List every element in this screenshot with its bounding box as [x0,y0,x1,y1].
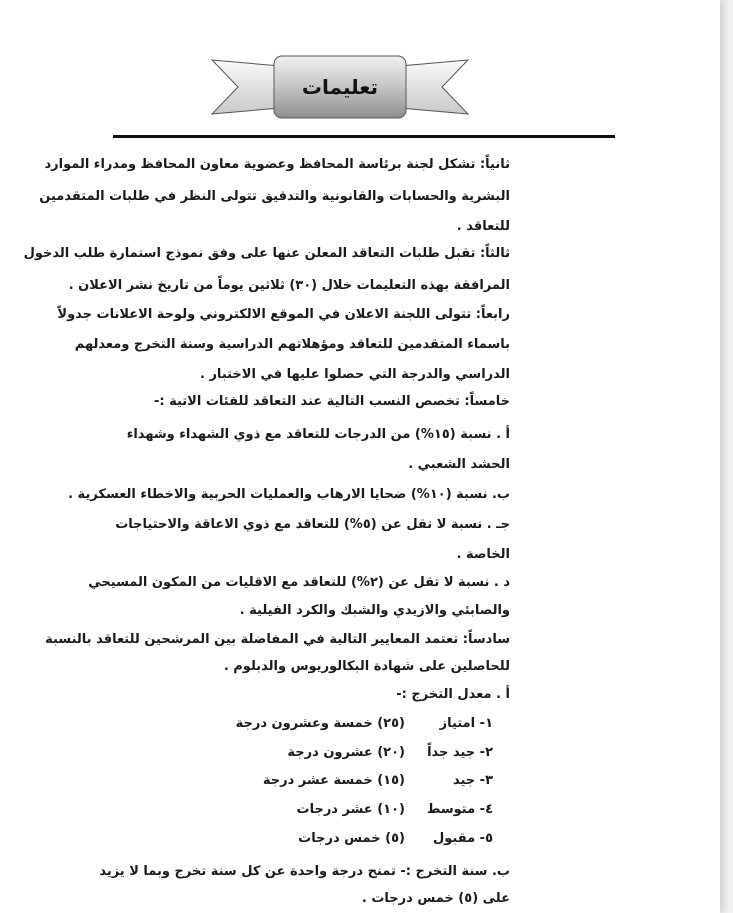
text-line: الحشد الشعبي . [408,457,510,472]
text-line: ب. سنة التخرج :- تمنح درجة واحدة عن كل سنة تخرج وبما لا يزيد [99,864,510,879]
text-line: ب. نسبة (١٠%) ضحايا الارهاب والعمليات الحربية والاخطاء العسكرية . [68,487,510,502]
title-banner [200,42,480,130]
text-line: الخاصة . [456,547,510,562]
text-line: ثانياً: تشكل لجنة برئاسة المحافظ وعضوية معاون المحافظ ومدراء الموارد [44,157,510,172]
text-line: د . نسبة لا تقل عن (٢%) للتعاقد مع الاقليات من المكون المسيحي [88,575,510,590]
text-line: والصابئي والازيدي والشبك والكرد الفيلية . [239,603,510,618]
grade-name: ١- امتياز [439,716,493,731]
text-line: للحاصلين على شهادة البكالوريوس والدبلوم . [223,659,510,674]
text-line: البشرية والحسابات والقانونية والتدقيق تتولى النظر في طلبات المتقدمين [39,189,510,204]
title-text: تعليمات [301,75,379,99]
grade-name: ٢- جيد جداً [427,745,493,760]
text-line: للتعاقد . [456,219,510,234]
text-line: سادساً: تعتمد المعايير التالية في المفاضلة بين المرشحين للتعاقد بالنسبة [45,632,510,647]
title-rule [113,135,615,138]
text-line: جـ . نسبة لا تقل عن (٥%) للتعاقد مع ذوي الاعاقة والاحتياجات [115,517,510,532]
grade-points: (١٥) خمسة عشر درجة [262,773,405,788]
grade-points: (٥) خمس درجات [298,831,405,846]
text-line: أ . نسبة (١٥%) من الدرجات للتعاقد مع ذوي الشهداء وشهداء [126,427,510,442]
text-line: رابعاً: تتولى اللجنة الاعلان في الموقع الالكتروني ولوحة الاعلانات جدولاً [57,307,510,322]
text-line: على (٥) خمس درجات . [361,891,510,906]
grade-points: (١٠) عشر درجات [296,802,405,817]
text-line: المرافقة بهذه التعليمات خلال (٣٠) ثلاثين يوماً من تاريخ نشر الاعلان . [68,278,510,293]
grade-points: (٢٥) خمسة وعشرون درجة [235,716,405,731]
grade-points: (٢٠) عشرون درجة [287,745,405,760]
text-line: ثالثاً: تقبل طلبات التعاقد المعلن عنها على وفق نموذج استمارة طلب الدخول [23,246,510,261]
grade-name: ٣- جيد [452,773,493,788]
text-line: باسماء المتقدمين للتعاقد ومؤهلاتهم الدراسية وسنة التخرج ومعدلهم [74,337,510,352]
grade-name: ٤- متوسط [426,802,493,817]
text-line: الدراسي والدرجة التي حصلوا عليها في الاختبار . [199,367,510,382]
text-line: أ . معدل التخرج :- [396,687,510,702]
text-line: خامساً: تخصص النسب التالية عند التعاقد للفئات الاتية :- [153,394,510,409]
grade-name: ٥- مقبول [432,831,493,846]
